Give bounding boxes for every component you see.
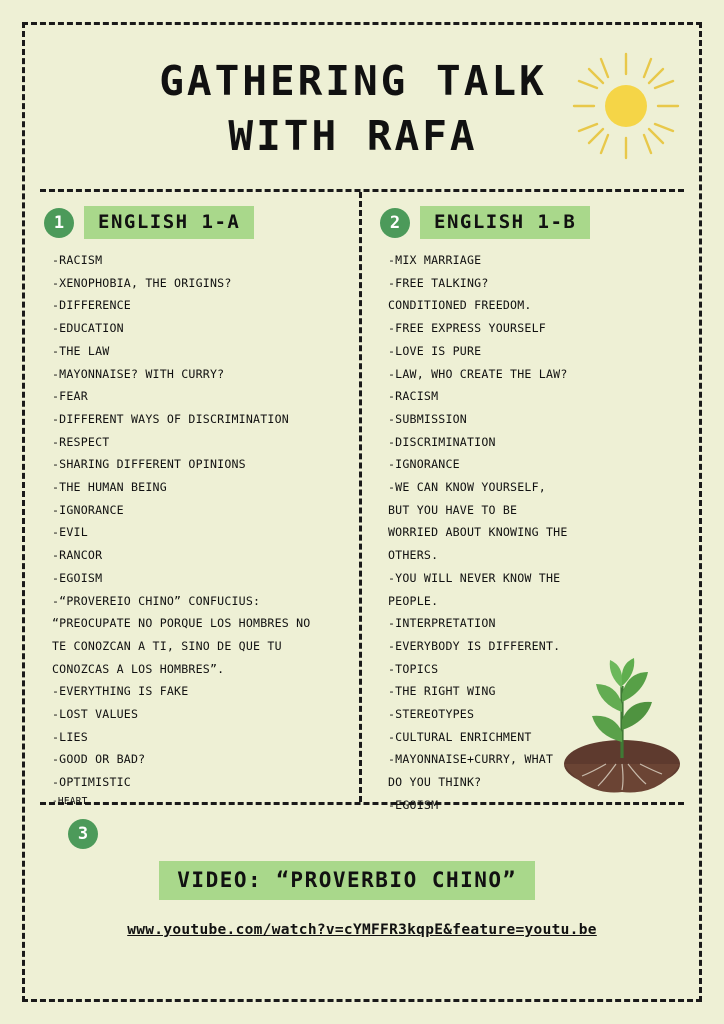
list-item: OTHERS. [388, 548, 439, 563]
poster-content [40, 40, 684, 984]
list-item: -INTERPRETATION [388, 616, 496, 631]
list-item: -RACISM [388, 389, 439, 404]
page-title-line-1: GATHERING TALK [159, 57, 547, 105]
topic-columns [40, 192, 684, 812]
list-item: DO YOU THINK? [388, 775, 482, 790]
list-item: -WE CAN KNOW YOURSELF, [388, 480, 546, 495]
list-item: -SUBMISSION [388, 411, 467, 426]
list-item: -THE HUMAN BEING [52, 480, 167, 495]
list-item: -IGNORANCE [388, 457, 460, 472]
list-item: -SHARING DIFFERENT OPINIONS [52, 457, 246, 472]
list-item: CONDITIONED FREEDOM. [388, 298, 532, 313]
column-2-header [380, 206, 680, 239]
column-english-1a [40, 192, 362, 807]
list-item: WORRIED ABOUT KNOWING THE [388, 525, 568, 540]
list-item: -EGOISM [388, 797, 439, 812]
list-item: -OPTIMISTIC [52, 775, 131, 790]
list-item: -TOPICS [388, 661, 439, 676]
list-item: PEOPLE. [388, 593, 439, 608]
list-item: -THE RIGHT WING [388, 684, 496, 699]
list-item: -DIFFERENT WAYS OF DISCRIMINATION [52, 411, 289, 426]
section-number-badge-3: 3 [68, 819, 98, 849]
list-item: -YOU WILL NEVER KNOW THE [388, 570, 561, 585]
list-item: -LIES [52, 729, 88, 744]
list-item: -STEREOTYPES [388, 707, 475, 722]
video-link[interactable]: www.youtube.com/watch?v=cYMFFR3kqpE&feature=youtu.be [127, 922, 597, 938]
column-english-1b [362, 192, 684, 812]
topic-list-english-1a [44, 249, 345, 810]
list-item: -“PROVEREIO CHINO” CONFUCIUS: [52, 593, 261, 608]
list-item: -DIFFERENCE [52, 298, 131, 313]
video-label-band: VIDEO: “PROVERBIO CHINO” [159, 861, 534, 900]
sun-icon [572, 52, 680, 160]
list-item: -MAYONNAISE+CURRY, WHAT [388, 752, 554, 767]
list-item: -THE LAW [52, 343, 110, 358]
list-item: -MAYONNAISE? WITH CURRY? [52, 366, 225, 381]
column-1-header [44, 206, 345, 239]
list-item: -RACISM [52, 253, 103, 267]
list-item: CONOZCAS A LOS HOMBRES”. [52, 661, 225, 676]
list-item: -FREE TALKING? [388, 275, 489, 290]
list-item: -FREE EXPRESS YOURSELF [388, 321, 546, 336]
page-title-line-2: WITH RAFA [228, 112, 478, 161]
poster-header [40, 40, 684, 192]
list-item: -EVIL [52, 525, 88, 540]
list-item: -EVERYTHING IS FAKE [52, 684, 189, 699]
list-item: -LOST VALUES [52, 707, 139, 722]
list-item: -XENOPHOBIA, THE ORIGINS? [52, 275, 232, 290]
list-item: -DISCRIMINATION [388, 434, 496, 449]
list-item: BUT YOU HAVE TO BE [388, 502, 518, 517]
list-item: -LAW, WHO CREATE THE LAW? [388, 366, 568, 381]
poster-footer [40, 805, 684, 938]
video-row [40, 849, 684, 900]
list-item: -EVERYBODY IS DIFFERENT. [388, 638, 561, 653]
list-item: -RANCOR [52, 548, 103, 563]
list-item: -LOVE IS PURE [388, 343, 482, 358]
section-number-badge-1: 1 [44, 208, 74, 238]
list-item: -IGNORANCE [52, 502, 124, 517]
section-number-badge-2: 2 [380, 208, 410, 238]
list-item: -EGOISM [52, 570, 103, 585]
list-item: TE CONOZCAN A TI, SINO DE QUE TU [52, 638, 282, 653]
topic-list-english-1b [380, 249, 680, 817]
list-item: -EDUCATION [52, 321, 124, 336]
list-item: -CULTURAL ENRICHMENT [388, 729, 532, 744]
list-item: -FEAR [52, 389, 88, 404]
list-item: -HEART [52, 795, 88, 807]
section-title-english-1a: ENGLISH 1-A [84, 206, 254, 239]
list-item: -RESPECT [52, 434, 110, 449]
list-item: -MIX MARRIAGE [388, 253, 482, 267]
list-item: “PREOCUPATE NO PORQUE LOS HOMBRES NO [52, 616, 311, 631]
section-title-english-1b: ENGLISH 1-B [420, 206, 590, 239]
list-item: -GOOD OR BAD? [52, 752, 146, 767]
